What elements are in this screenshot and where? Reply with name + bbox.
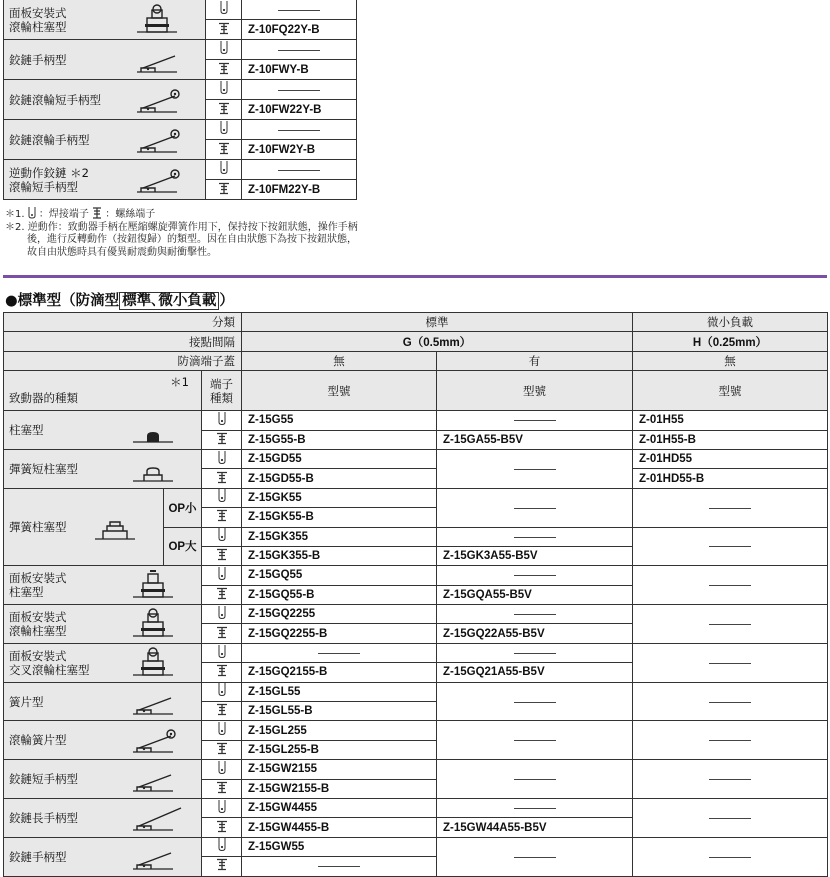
panel-plunger-icon <box>133 569 189 601</box>
model-standard-none: Z-15GW2155 <box>242 760 437 779</box>
actuator-name: 鉸鏈滾輪手柄型 <box>9 132 90 147</box>
actuator-name: 鉸鏈手柄型 <box>9 849 67 864</box>
top-solder-model <box>242 40 357 60</box>
header-actuator-type: ＊1 致動器的種類 <box>4 371 202 411</box>
model-standard-cover: Z-15GQ21A55-B5V <box>437 663 633 682</box>
model-standard-cover <box>437 605 633 624</box>
hinge-lever-icon <box>137 44 193 76</box>
table-row <box>4 643 828 662</box>
table-row <box>4 798 828 817</box>
model-micro <box>633 566 828 605</box>
header-cover-yes: 有 <box>437 351 633 370</box>
top-solder-model <box>242 120 357 140</box>
table-row <box>4 605 828 624</box>
model-standard-none: Z-15GQ55 <box>242 566 437 585</box>
actuator-cell <box>4 488 164 566</box>
solder-terminal-icon <box>202 566 242 585</box>
model-standard-none: Z-15GD55 <box>242 449 437 468</box>
actuator-cell <box>4 449 202 488</box>
actuator-cell <box>4 837 202 876</box>
model-standard-cover <box>437 527 633 546</box>
spring-short-plunger-icon <box>133 453 189 485</box>
actuator-name: 鉸鏈手柄型 <box>9 52 67 67</box>
top-row <box>4 40 357 60</box>
model-standard-cover <box>437 798 633 817</box>
header-model-2: 型號 <box>437 371 633 411</box>
screw-terminal-icon <box>206 100 242 120</box>
model-micro: Z-01HD55 <box>633 449 828 468</box>
header-cover-none-micro: 無 <box>633 351 828 370</box>
model-standard-none: Z-15GK355-B <box>242 546 437 565</box>
header-cover-none: 無 <box>242 351 437 370</box>
roller-leaf-spring-icon <box>133 724 189 756</box>
model-standard-cover <box>437 488 633 527</box>
screw-terminal-icon <box>202 857 242 876</box>
actuator-name: 面板安裝式 滾輪柱塞型 <box>9 609 67 638</box>
model-micro <box>633 488 828 527</box>
section-divider <box>3 275 827 278</box>
actuator-cell <box>4 682 202 721</box>
header-model-3: 型號 <box>633 371 828 411</box>
model-standard-none: Z-15GL255-B <box>242 740 437 759</box>
table-row <box>4 566 828 585</box>
top-actuator-cell <box>4 40 206 80</box>
footnotes <box>5 207 358 259</box>
solder-terminal-icon <box>28 207 36 219</box>
actuator-name: 鉸鏈短手柄型 <box>9 772 78 787</box>
model-standard-none: Z-15GK55 <box>242 488 437 507</box>
actuator-name: 彈簧柱塞型 <box>9 520 67 535</box>
actuator-cell <box>4 605 202 644</box>
header-model-1: 型號 <box>242 371 437 411</box>
model-standard-cover <box>437 837 633 876</box>
top-screw-model: Z-10FWY-B <box>242 60 357 80</box>
actuator-cell <box>4 566 202 605</box>
screw-terminal-icon <box>202 818 242 837</box>
solder-terminal-icon <box>202 488 242 507</box>
top-solder-model <box>242 0 357 20</box>
footnote-1: ＊1. ：焊接端子 ：螺絲端子 <box>5 209 156 220</box>
model-micro: Z-01H55 <box>633 411 828 430</box>
top-row <box>4 0 357 20</box>
top-screw-model: Z-10FM22Y-B <box>242 180 357 200</box>
model-micro <box>633 605 828 644</box>
model-micro <box>633 682 828 721</box>
model-standard-none: Z-15GD55-B <box>242 469 437 488</box>
section-title: ●標準型（防滴型 標準､微小負載 ） <box>5 293 234 309</box>
solder-terminal-icon <box>206 0 242 20</box>
solder-terminal-icon <box>206 160 242 180</box>
header-terminal-type: 端子 種類 <box>202 371 242 411</box>
top-model-table <box>3 0 357 200</box>
model-standard-none: Z-15GL55 <box>242 682 437 701</box>
hinge-long-lever-icon <box>133 802 189 834</box>
pin-plunger-icon <box>133 414 189 446</box>
table-row <box>4 721 828 740</box>
model-standard-cover <box>437 721 633 760</box>
op-label: OP小 <box>164 488 202 527</box>
top-screw-model: Z-10FW2Y-B <box>242 140 357 160</box>
table-row <box>4 449 828 468</box>
solder-terminal-icon <box>202 837 242 856</box>
solder-terminal-icon <box>206 80 242 100</box>
footnote-2-line-3: 故自由狀態時具有優異耐震動與耐衝擊性。 <box>27 246 217 258</box>
hinge-lever-icon <box>133 841 189 873</box>
solder-terminal-icon <box>206 120 242 140</box>
model-standard-none: Z-15GL255 <box>242 721 437 740</box>
model-standard-none: Z-15GW4455 <box>242 798 437 817</box>
model-standard-cover: Z-15GA55-B5V <box>437 430 633 449</box>
model-micro <box>633 760 828 799</box>
model-micro: Z-01HD55-B <box>633 469 828 488</box>
actuator-cell <box>4 411 202 450</box>
solder-terminal-icon <box>202 527 242 546</box>
model-standard-none: Z-15G55 <box>242 411 437 430</box>
model-standard-cover: Z-15GK3A55-B5V <box>437 546 633 565</box>
actuator-name: 鉸鏈長手柄型 <box>9 810 78 825</box>
spring-plunger-icon <box>95 511 151 543</box>
header-classification: 分類 <box>4 313 242 332</box>
solder-terminal-icon <box>202 411 242 430</box>
actuator-name: 滾輪簧片型 <box>9 733 67 748</box>
model-micro <box>633 527 828 566</box>
actuator-name: 簧片型 <box>9 694 44 709</box>
screw-terminal-icon <box>206 180 242 200</box>
screw-terminal-icon <box>202 469 242 488</box>
solder-terminal-icon <box>206 40 242 60</box>
op-label: OP大 <box>164 527 202 566</box>
solder-terminal-icon <box>202 721 242 740</box>
solder-terminal-icon <box>202 760 242 779</box>
model-standard-none: Z-15GQ55-B <box>242 585 437 604</box>
reverse-hinge-roller-icon <box>137 164 193 196</box>
actuator-cell <box>4 760 202 799</box>
model-standard-none: Z-15GW55 <box>242 837 437 856</box>
model-standard-none <box>242 643 437 662</box>
model-standard-none: Z-15G55-B <box>242 430 437 449</box>
model-standard-cover: Z-15GQA55-B5V <box>437 585 633 604</box>
hinge-roller-short-lever-icon <box>137 84 193 116</box>
screw-terminal-icon <box>202 430 242 449</box>
table-row <box>4 411 828 430</box>
screw-terminal-icon <box>202 546 242 565</box>
screw-terminal-icon <box>202 740 242 759</box>
top-solder-model <box>242 80 357 100</box>
actuator-name: 面板安裝式 交叉滾輪柱塞型 <box>9 648 90 677</box>
top-row <box>4 80 357 100</box>
model-standard-none: Z-15GK55-B <box>242 508 437 527</box>
model-standard-none: Z-15GW2155-B <box>242 779 437 798</box>
panel-cross-roller-plunger-icon <box>133 647 189 679</box>
table-row <box>4 760 828 779</box>
model-micro <box>633 643 828 682</box>
top-actuator-cell <box>4 120 206 160</box>
model-standard-none <box>242 857 437 876</box>
header-contact-gap: 接點間隔 <box>4 332 242 351</box>
header-gap-h: H（0.25mm） <box>633 332 828 351</box>
actuator-name: 面板安裝式 柱塞型 <box>9 571 67 600</box>
top-screw-model: Z-10FW22Y-B <box>242 100 357 120</box>
model-standard-cover: Z-15GQ22A55-B5V <box>437 624 633 643</box>
screw-terminal-icon <box>206 140 242 160</box>
actuator-cell <box>4 643 202 682</box>
header-gap-g: G（0.5mm） <box>242 332 633 351</box>
actuator-cell <box>4 721 202 760</box>
screw-terminal-icon <box>202 508 242 527</box>
hinge-roller-lever-icon <box>137 124 193 156</box>
actuator-name: 面板安裝式 滾輪柱塞型 <box>9 5 67 34</box>
model-micro <box>633 798 828 837</box>
header-drip-cover: 防滴端子蓋 <box>4 351 242 370</box>
model-micro: Z-01H55-B <box>633 430 828 449</box>
actuator-name: 逆動作鉸鏈 ＊2 滾輪短手柄型 <box>9 165 89 194</box>
panel-roller-plunger-icon <box>133 608 189 640</box>
top-row <box>4 120 357 140</box>
top-solder-model <box>242 160 357 180</box>
leaf-spring-icon <box>133 686 189 718</box>
top-actuator-cell <box>4 0 206 40</box>
model-standard-none: Z-15GQ2255 <box>242 605 437 624</box>
screw-terminal-icon <box>206 60 242 80</box>
model-standard-cover <box>437 566 633 585</box>
screw-terminal-icon <box>206 20 242 40</box>
table-row <box>4 488 828 507</box>
model-standard-cover: Z-15GW44A55-B5V <box>437 818 633 837</box>
header-micro-load: 微小負載 <box>633 313 828 332</box>
model-standard-none: Z-15GK355 <box>242 527 437 546</box>
solder-terminal-icon <box>202 682 242 701</box>
screw-terminal-icon <box>202 585 242 604</box>
section-title-boxed: 標準､微小負載 <box>119 292 219 310</box>
model-standard-cover <box>437 682 633 721</box>
model-standard-none: Z-15GQ2155-B <box>242 663 437 682</box>
actuator-cell <box>4 798 202 837</box>
hinge-short-lever-icon <box>133 763 189 795</box>
solder-terminal-icon <box>202 449 242 468</box>
top-actuator-cell <box>4 80 206 120</box>
actuator-name: 彈簧短柱塞型 <box>9 461 78 476</box>
model-standard-none: Z-15GL55-B <box>242 702 437 721</box>
model-micro <box>633 721 828 760</box>
top-row <box>4 160 357 180</box>
model-standard-cover <box>437 411 633 430</box>
model-standard-none: Z-15GQ2255-B <box>242 624 437 643</box>
actuator-name: 鉸鏈滾輪短手柄型 <box>9 92 101 107</box>
table-row <box>4 837 828 856</box>
footnote-2-line-2: 後，進行反轉動作（按鈕復歸）的類型。因在自由狀態下為按下按鈕狀態， <box>27 234 357 245</box>
header-standard: 標準 <box>242 313 633 332</box>
model-standard-cover <box>437 643 633 662</box>
screw-terminal-icon <box>202 663 242 682</box>
solder-terminal-icon <box>202 643 242 662</box>
solder-terminal-icon <box>202 605 242 624</box>
model-micro <box>633 837 828 876</box>
table-row <box>4 682 828 701</box>
main-model-table <box>3 312 828 877</box>
screw-terminal-icon <box>92 207 102 219</box>
screw-terminal-icon <box>202 779 242 798</box>
model-standard-none: Z-15GW4455-B <box>242 818 437 837</box>
screw-terminal-icon <box>202 624 242 643</box>
top-screw-model: Z-10FQ22Y-B <box>242 20 357 40</box>
top-actuator-cell <box>4 160 206 200</box>
solder-terminal-icon <box>202 798 242 817</box>
actuator-name: 柱塞型 <box>9 423 44 438</box>
panel-roller-plunger-icon <box>137 4 193 36</box>
model-standard-cover <box>437 449 633 488</box>
model-standard-cover <box>437 760 633 799</box>
screw-terminal-icon <box>202 702 242 721</box>
footnote-2-line-1: ＊2. 逆動作：致動器手柄在壓縮螺旋彈簧作用下，保持按下按鈕狀態，操作手柄 <box>5 221 358 233</box>
